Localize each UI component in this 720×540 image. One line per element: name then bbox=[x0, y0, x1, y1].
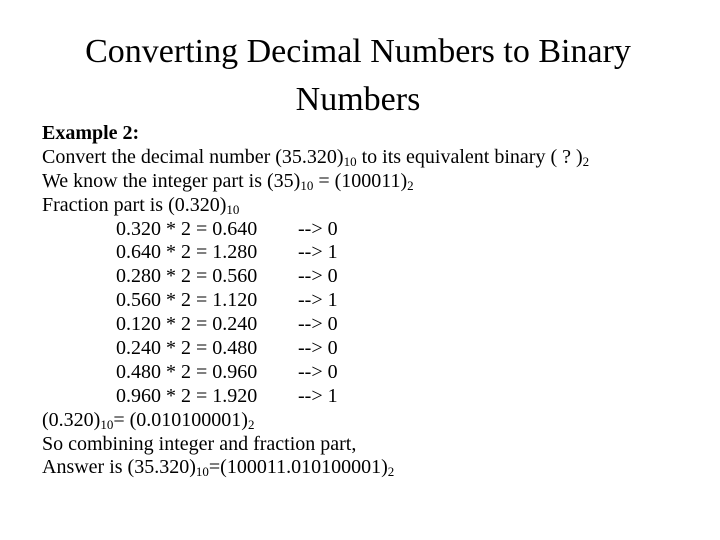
fraction-result-base-2: 2 bbox=[247, 416, 255, 432]
example-label: Example 2: bbox=[42, 122, 140, 144]
integer-part-text-2: = (100011) bbox=[313, 169, 408, 192]
step-calculation: 0.480 * 2 = 0.960 bbox=[116, 360, 258, 383]
integer-part-base-2: 2 bbox=[407, 177, 414, 193]
answer-base-2: 2 bbox=[387, 464, 395, 480]
step-row bbox=[42, 337, 589, 361]
slide-title bbox=[0, 28, 716, 124]
fraction-result-base-10: 10 bbox=[100, 416, 114, 432]
convert-line-base-2: 2 bbox=[582, 153, 590, 169]
fraction-result-text-2: = (0.010100001) bbox=[113, 408, 248, 431]
combine-line: So combining integer and fraction part, bbox=[42, 432, 357, 455]
integer-part-text: We know the integer part is (35) bbox=[42, 169, 301, 192]
title-line-1: Converting Decimal Numbers to Binary bbox=[85, 33, 631, 70]
step-calculation: 0.960 * 2 = 1.920 bbox=[116, 384, 258, 407]
slide-body bbox=[42, 122, 589, 480]
fraction-result-text: (0.320) bbox=[42, 408, 101, 431]
fraction-part-text: Fraction part is (0.320) bbox=[42, 193, 227, 216]
integer-part-base-10: 10 bbox=[300, 177, 314, 193]
convert-line bbox=[42, 146, 589, 170]
step-row bbox=[42, 241, 589, 265]
step-calculation: 0.240 * 2 = 0.480 bbox=[116, 337, 258, 360]
fraction-part-line bbox=[42, 194, 589, 218]
step-bit: --> 0 bbox=[298, 337, 338, 360]
answer-base-10: 10 bbox=[195, 464, 209, 480]
answer-line bbox=[42, 456, 589, 480]
step-bit: --> 0 bbox=[298, 313, 338, 336]
convert-line-base-10: 10 bbox=[343, 153, 357, 169]
step-calculation: 0.560 * 2 = 1.120 bbox=[116, 289, 258, 312]
step-bit: --> 1 bbox=[298, 289, 338, 312]
step-row bbox=[42, 218, 589, 242]
step-bit: --> 1 bbox=[298, 384, 338, 407]
integer-part-line bbox=[42, 170, 589, 194]
convert-line-text-2: to its equivalent binary ( ? ) bbox=[356, 145, 583, 168]
step-calculation: 0.640 * 2 = 1.280 bbox=[116, 241, 258, 264]
step-calculation: 0.280 * 2 = 0.560 bbox=[116, 265, 258, 288]
step-calculation: 0.320 * 2 = 0.640 bbox=[116, 217, 258, 240]
step-bit: --> 0 bbox=[298, 265, 338, 288]
step-bit: --> 1 bbox=[298, 241, 338, 264]
step-row bbox=[42, 385, 589, 409]
step-row bbox=[42, 361, 589, 385]
step-bit: --> 0 bbox=[298, 217, 338, 240]
step-row bbox=[42, 313, 589, 337]
step-bit: --> 0 bbox=[298, 360, 338, 383]
step-row bbox=[42, 265, 589, 289]
convert-line-text: Convert the decimal number (35.320) bbox=[42, 145, 344, 168]
answer-text: Answer is (35.320) bbox=[42, 456, 196, 479]
title-line-2: Numbers bbox=[295, 81, 421, 118]
step-row bbox=[42, 289, 589, 313]
step-calculation: 0.120 * 2 = 0.240 bbox=[116, 313, 258, 336]
fraction-part-base-10: 10 bbox=[226, 201, 240, 217]
fraction-result-line bbox=[42, 409, 589, 433]
answer-text-2: =(100011.010100001) bbox=[208, 456, 388, 479]
